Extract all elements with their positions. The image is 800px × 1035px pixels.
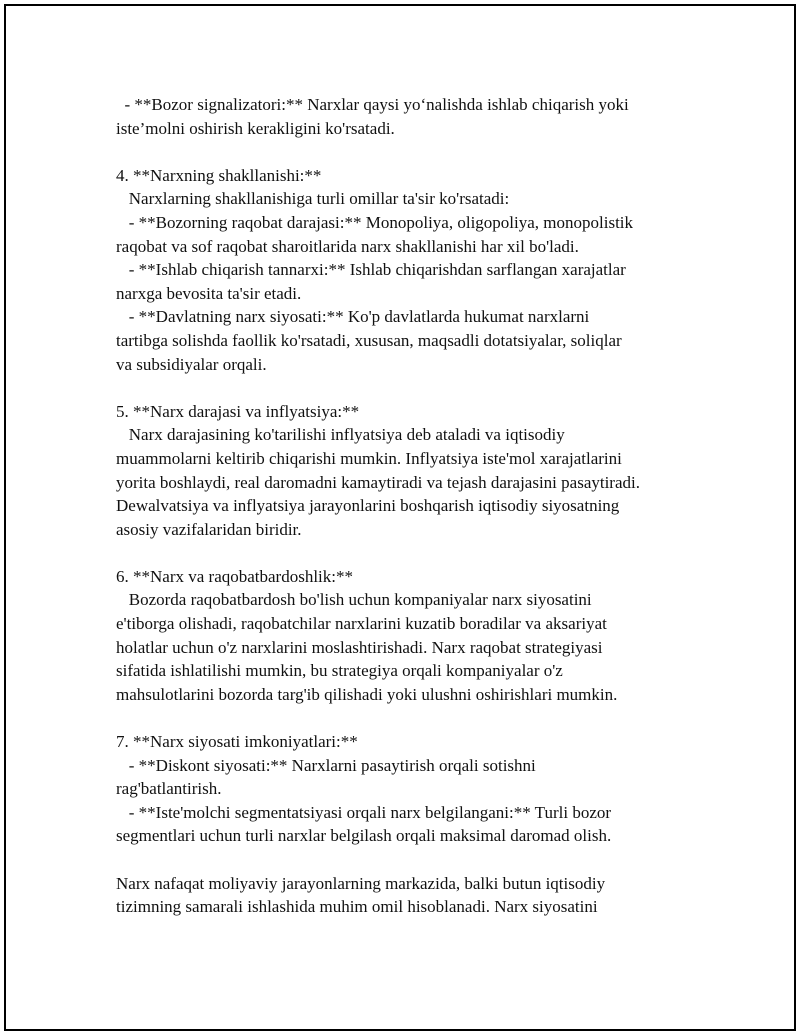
text-line: 5. **Narx darajasi va inflyatsiya:** [116, 401, 360, 421]
text-line: 7. **Narx siyosati imkoniyatlari:** [116, 732, 358, 752]
text-line: yorita boshlaydi, real daromadni kamaytiradi va tejash darajasini pasaytiradi. [116, 472, 640, 492]
blank-line [116, 848, 716, 872]
text-line: tizimning samarali ishlashida muhim omil hisoblanadi. Narx siyosatini [116, 897, 598, 917]
text-line: Narx nafaqat moliyaviy jarayonlarning markazida, balki butun iqtisodiy [116, 873, 606, 893]
text-line: sifatida ishlatilishi mumkin, bu strategiya orqali kompaniyalar o'z [116, 661, 563, 681]
text-line: segmentlari uchun turli narxlar belgilash orqali maksimal daromad olish. [116, 826, 612, 846]
text-line: rag'batlantirish. [116, 779, 222, 799]
blank-line [116, 706, 716, 730]
text-line: Narxlarning shakllanishiga turli omillar ta'sir ko'rsatadi: [116, 189, 510, 209]
text-line: 6. **Narx va raqobatbardoshlik:** [116, 566, 353, 586]
text-line: - **Iste'molchi segmentatsiyasi orqali narx belgilangani:** Turli bozor [116, 802, 612, 822]
text-line: narxga bevosita ta'sir etadi. [116, 283, 302, 303]
text-line: - **Bozor signalizatori:** Narxlar qaysi yo‘nalishda ishlab chiqarish yoki [116, 95, 629, 114]
text-line: - **Bozorning raqobat darajasi:** Monopoliya, oligopoliya, monopolistik [116, 212, 634, 232]
text-line: 4. **Narxning shakllanishi:** [116, 165, 322, 185]
document-text [116, 93, 716, 919]
text-line: Dewalvatsiya va inflyatsiya jarayonlarini boshqarish iqtisodiy siyosatning [116, 496, 620, 516]
text-line: - **Davlatning narx siyosati:** Ko'p davlatlarda hukumat narxlarni [116, 307, 590, 327]
blank-line [116, 376, 716, 400]
text-line: - **Ishlab chiqarish tannarxi:** Ishlab chiqarishdan sarflangan xarajatlar [116, 260, 626, 280]
text-line: raqobat va sof raqobat sharoitlarida narx shakllanishi har xil bo'ladi. [116, 236, 579, 256]
text-line: va subsidiyalar orqali. [116, 354, 267, 374]
blank-line [116, 140, 716, 164]
text-line: holatlar uchun o'z narxlarini moslashtirishadi. Narx raqobat strategiyasi [116, 637, 603, 657]
text-line: muammolarni keltirib chiqarishi mumkin. Inflyatsiya iste'mol xarajatlarini [116, 448, 622, 468]
blank-line [116, 541, 716, 565]
text-line: asosiy vazifalaridan biridir. [116, 519, 302, 539]
text-line: - **Diskont siyosati:** Narxlarni pasaytirish orqali sotishni [116, 755, 536, 775]
text-line: iste’molni oshirish kerakligini ko'rsatadi. [116, 118, 395, 138]
text-line: Narx darajasining ko'tarilishi inflyatsiya deb ataladi va iqtisodiy [116, 425, 565, 445]
text-line: mahsulotlarini bozorda targ'ib qilishadi yoki ulushni oshirishlari mumkin. [116, 684, 618, 704]
text-line: tartibga solishda faollik ko'rsatadi, xususan, maqsadli dotatsiyalar, soliqlar [116, 330, 622, 350]
text-line: Bozorda raqobatbardosh bo'lish uchun kompaniyalar narx siyosatini [116, 590, 592, 610]
text-line: e'tiborga olishadi, raqobatchilar narxlarini kuzatib boradilar va aksariyat [116, 614, 607, 634]
